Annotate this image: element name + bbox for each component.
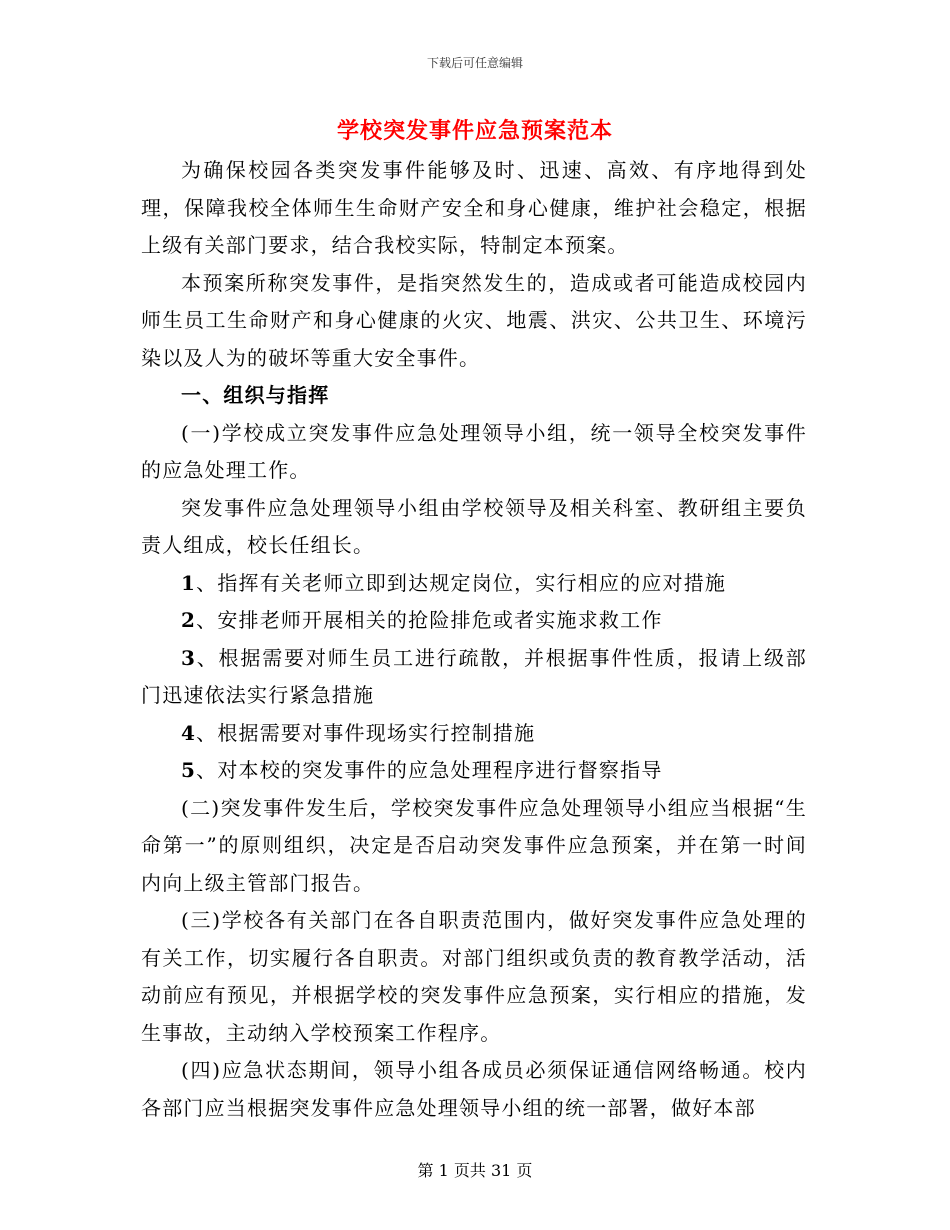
paragraph-item-4: (四)应急状态期间，领导小组各成员必须保证通信网络畅通。校内各部门应当根据突发事件应急处理领导小组的统一部署，做好本部 (141, 1058, 807, 1120)
list-text: 、根据需要对师生员工进行疏散，并根据事件性质，报请上级部门迅速依法实行紧急措施 (141, 645, 807, 707)
list-item (141, 715, 807, 753)
paragraph-definition: 本预案所称突发事件，是指突然发生的，造成或者可能造成校园内师生员工生命财产和身心健康的火灾、地震、洪灾、公共卫生、环境污染以及人为的破坏等重大安全事件。 (141, 270, 807, 370)
paragraph-item-2: (二)突发事件发生后，学校突发事件应急处理领导小组应当根据“生命第一”的原则组织，决定是否启动突发事件应急预案，并在第一时间内向上级主管部门报告。 (141, 795, 807, 895)
document-title: 学校突发事件应急预案范本 (336, 118, 613, 144)
header-note: 下载后可任意编辑 (426, 56, 523, 70)
list-item (141, 640, 807, 715)
list-number: 1 (181, 570, 197, 595)
list-text: 、根据需要对事件现场实行控制措施 (196, 720, 536, 745)
paragraph-item-3: (三)学校各有关部门在各自职责范围内，做好突发事件应急处理的有关工作，切实履行各自职责。对部门组织或负责的教育教学活动，活动前应有预见，并根据学校的突发事件应急预案，实行相应的措施，发生事故，主动纳入学校预案工作程序。 (141, 908, 807, 1045)
list-item (141, 565, 807, 603)
list-number: 2 (181, 608, 197, 632)
list-number: 4 (181, 720, 197, 745)
list-item (141, 602, 807, 640)
paragraph-intro: 为确保校园各类突发事件能够及时、迅速、高效、有序地得到处理，保障我校全体师生生命财产安全和身心健康，维护社会稳定，根据上级有关部门要求，结合我校实际，特制定本预案。 (141, 158, 807, 257)
paragraph-item-1: (一)学校成立突发事件应急处理领导小组，统一领导全校突发事件的应急处理工作。 (141, 420, 807, 482)
list-text: 、安排老师开展相关的抢险排危或者实施求救工作 (196, 608, 663, 632)
document-body (141, 152, 807, 1127)
list-number: 3 (181, 645, 197, 670)
list-item (141, 752, 807, 790)
page-number: 第 1 页共 31 页 (417, 1161, 533, 1180)
list-text: 、对本校的突发事件的应急处理程序进行督察指导 (196, 758, 663, 782)
paragraph-leadership-group: 突发事件应急处理领导小组由学校领导及相关科室、教研组主要负责人组成，校长任组长。 (141, 495, 807, 557)
section-heading-organization: 一、组织与指挥 (181, 383, 330, 407)
list-text: 、指挥有关老师立即到达规定岗位，实行相应的应对措施 (196, 570, 727, 595)
list-number: 5 (181, 758, 197, 782)
